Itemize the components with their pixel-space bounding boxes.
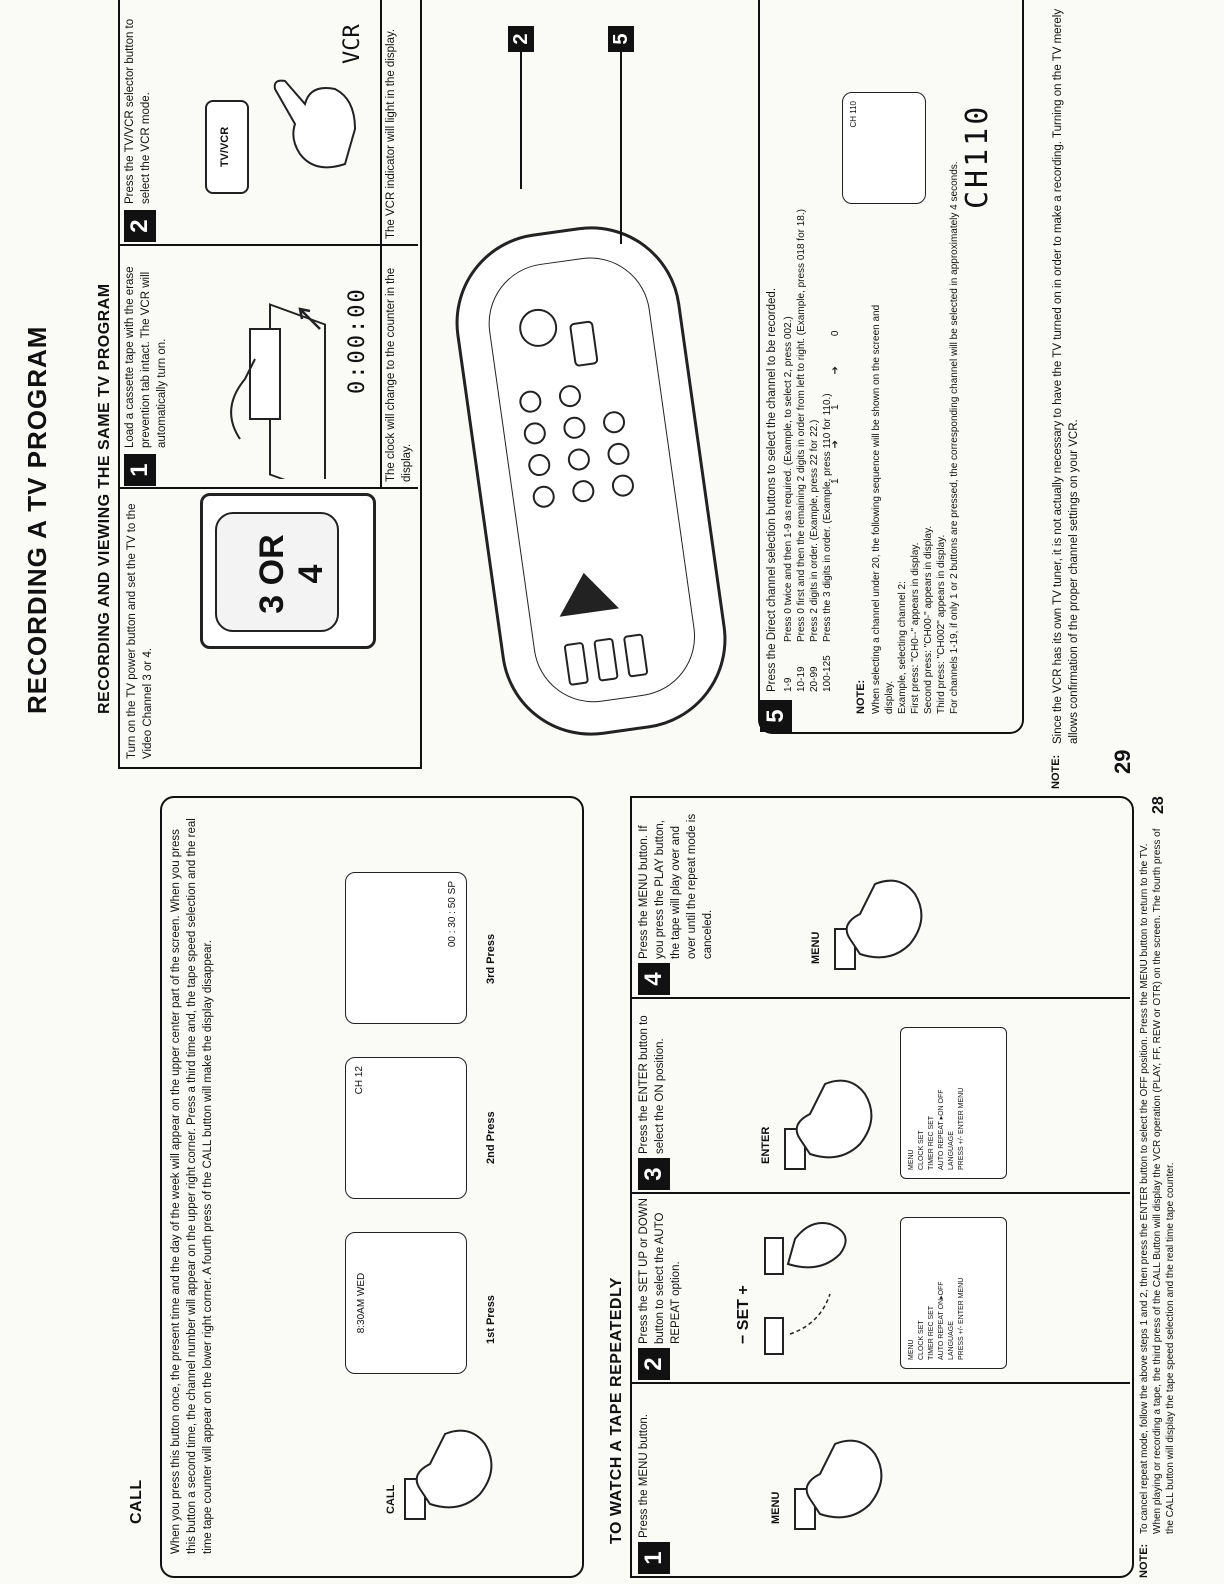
note-item: First press: "CH0--" appears in display. <box>910 542 921 714</box>
hand-press-icon <box>255 64 365 184</box>
range-2-text: Press 0 first and then the remaining 2 digits in order from left to right. (Example, press 018 for 18.) <box>796 209 807 642</box>
press-arrow-icon: ➔ <box>830 440 841 449</box>
step1-text: Load a cassette tape with the erase prevention tab intact. The VCR will automatically turn on. <box>124 266 168 448</box>
menu-a-line: CLOCK SET <box>918 1320 925 1360</box>
menu-b-line: LANGUAGE <box>948 1131 955 1170</box>
notes-left <box>1138 814 1177 1534</box>
note-item: Second press: "CH00-" appears in display. <box>923 525 934 714</box>
repeat-step2-text: Press the SET UP or DOWN button to select the AUTO REPEAT option. <box>638 1198 682 1344</box>
repeat-step1-button: MENU <box>770 1491 782 1524</box>
call-description: When you press this button once, the present time and the day of the week will appear on the upper center part of the screen. When you press this button a second time, the channel number will appear on the upper right corner. Press a third time and, the tape speed selection and the real time tape counter will appear on the lower right corner. A fourth press of the CALL button will make the display disappear. <box>170 818 214 1554</box>
screen-2-content: CH 12 <box>354 1066 365 1095</box>
step5-number: 5 <box>760 700 792 732</box>
menu-screen-b <box>900 1027 1007 1179</box>
vcr-indicator: VCR <box>340 24 365 64</box>
screen-1st-press <box>345 1232 467 1374</box>
remote-callout-2: 2 <box>508 26 534 52</box>
press-number: 1 <box>830 478 841 484</box>
bottom-note-label: NOTE: <box>1050 754 1062 789</box>
step5-table <box>782 0 834 692</box>
menu-hand-icon <box>790 1424 900 1534</box>
bottom-note-text: Since the VCR has its own TV tuner, it is not actually necessary to have the TV turned on in order to make a recording. Turning on the TV merely allows confirmation of the proper channel settings on your VCR. <box>1052 8 1080 744</box>
repeat-step3-number: 3 <box>638 1158 670 1190</box>
screen-1-content: 8:30AM WED <box>356 1272 367 1334</box>
menu-hand-icon-2 <box>830 864 940 974</box>
counter-display: 0:00:00 <box>345 287 370 394</box>
range-4: 100-125 <box>822 655 833 692</box>
step2-note: The VCR indicator will light in the display. <box>385 28 397 239</box>
note-label-right: NOTE: <box>855 679 867 714</box>
step1-note: The clock will change to the counter in the display. <box>385 267 413 482</box>
note-label-left: NOTE: <box>1138 1543 1150 1578</box>
repeat-step3-button: ENTER <box>760 1126 772 1164</box>
page-number-29: 29 <box>1110 749 1135 774</box>
call-button-label: CALL <box>385 1484 397 1514</box>
note-item: Third press: "CH002" appears in display. <box>936 534 947 714</box>
call-heading: CALL <box>128 1479 145 1524</box>
step5-text: Press the Direct channel selection buttons to select the channel to be recorded. <box>766 287 778 692</box>
caption-2nd-press: 2nd Press <box>485 1111 497 1164</box>
menu-a-line: AUTO REPEAT ON▸OFF <box>938 1281 945 1360</box>
range-3-text: Press 2 digits in order. (Example, press 22 for 22.) <box>809 419 820 642</box>
page-number-28: 28 <box>1150 796 1167 814</box>
range-4-text: Press the 3 digits in order. (Example, press 110 for 110.) <box>822 393 833 642</box>
remote-control-illustration <box>438 204 738 764</box>
range-3: 20-99 <box>809 666 820 692</box>
menu-b-line: AUTO REPEAT ▸ON OFF <box>938 1089 945 1170</box>
repeat-step3-text: Press the ENTER button to select the ON position. <box>638 1015 666 1154</box>
repeat-step4-button: MENU <box>810 931 822 964</box>
section-heading: RECORDING AND VIEWING THE SAME TV PROGRAM <box>96 283 113 714</box>
call-hand-icon <box>400 1414 510 1524</box>
note-item: When selecting a channel under 20, the following sequence will be shown on the screen and display. <box>871 304 895 714</box>
tvvcr-label: TV/VCR <box>219 126 231 168</box>
cassette-insert-illustration <box>200 249 360 479</box>
enter-hand-icon <box>780 1064 890 1174</box>
repeat-step4-text: Press the MENU button. If you press the PLAY button, the tape will play over and over until the repeat mode is canceled. <box>638 813 714 959</box>
press-sequence <box>830 331 841 484</box>
menu-b-line: CLOCK SET <box>918 1130 925 1170</box>
tv-channel-label: 3 OR 4 <box>253 534 330 614</box>
menu-screen-a <box>900 1217 1007 1369</box>
caption-3rd-press: 3rd Press <box>485 933 497 984</box>
repeat-step1-number: 1 <box>638 1542 670 1574</box>
step1-number: 1 <box>124 454 156 486</box>
step5-notes <box>870 161 961 714</box>
range-2: 10-19 <box>796 666 807 692</box>
menu-b-line: PRESS +/- ENTER MENU <box>958 1087 965 1170</box>
set-hand-icon <box>760 1214 870 1364</box>
tvvcr-button-illustration <box>205 100 249 194</box>
step2-text: Press the TV/VCR selector button to select the VCR mode. <box>124 18 152 204</box>
screen-3-content: 00 : 30 : 50 SP <box>447 881 458 948</box>
remote-callout-5: 5 <box>608 26 634 52</box>
repeat-step1-text: Press the MENU button. <box>638 1414 650 1538</box>
repeat-heading: TO WATCH A TAPE REPEATEDLY <box>608 1277 625 1544</box>
step2-number: 2 <box>124 210 156 242</box>
channel-screen <box>842 92 926 204</box>
page-title: RECORDING A TV PROGRAM <box>22 325 52 714</box>
repeat-step2-button: − SET + <box>735 1285 752 1344</box>
channel-screen-text: CH 110 <box>849 101 858 128</box>
screen-3rd-press <box>345 872 467 1024</box>
note-item: When playing or recording a tape, the third press of the CALL Button will display the VCR operation (PLAY, FF, REW or OTR) on the screen. The fourth press of the CALL button will display the tape speed selection and the real time tape counter. <box>1152 828 1176 1534</box>
menu-b-line: MENU <box>908 1149 915 1170</box>
screen-2nd-press <box>345 1057 467 1199</box>
note-item: To cancel repeat mode, follow the above steps 1 and 2, then press the ENTER button to select the OFF position. Press the MENU button to return to the TV. <box>1139 843 1150 1534</box>
caption-1st-press: 1st Press <box>485 1295 497 1344</box>
menu-a-line: LANGUAGE <box>948 1321 955 1360</box>
range-1-text: Press 0 twice and then 1-9 as required. (Example, to select 2, press 002.) <box>783 316 794 642</box>
press-arrow-icon: ➔ <box>830 366 841 375</box>
press-number: 0 <box>830 330 841 337</box>
menu-a-line: TIMER REC SET <box>928 1305 935 1360</box>
note-item: Example, selecting channel 2: <box>897 581 908 714</box>
menu-a-line: MENU <box>908 1339 915 1360</box>
press-number: 1 <box>830 404 841 411</box>
menu-b-line: TIMER REC SET <box>928 1115 935 1170</box>
channel-display: CH110 <box>960 103 995 209</box>
repeat-step2-number: 2 <box>638 1348 670 1380</box>
intro-step-text: Turn on the TV power button and set the TV to the Video Channel 3 or 4. <box>126 503 154 759</box>
note-item: For channels 1-19, if only 1 or 2 buttons are pressed, the corresponding channel will be selected in approximately 4 seconds. <box>949 161 960 714</box>
menu-a-line: PRESS +/- ENTER MENU <box>958 1277 965 1360</box>
repeat-step4-number: 4 <box>638 963 670 995</box>
range-1: 1-9 <box>783 677 794 692</box>
tv-set-illustration <box>200 493 376 649</box>
